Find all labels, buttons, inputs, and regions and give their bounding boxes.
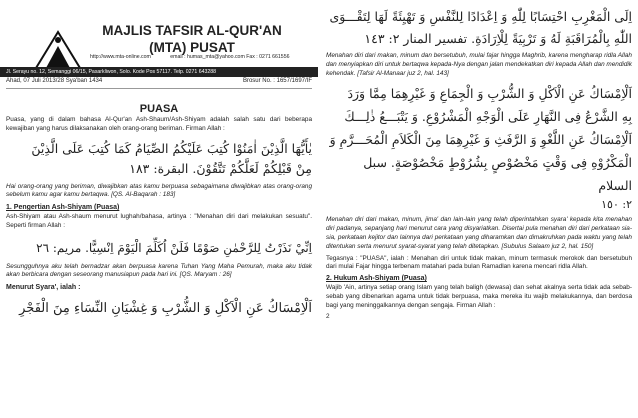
section-heading: PUASA [139,103,179,115]
address-bar: Jl. Serayu no. 12, Semanggi 06/15, Pasarkliwon, Solo. Kode Pos 57117. Telp. 0271 643288 [0,67,318,77]
arabic-def-2a: اَلْاِمْسَاكُ عَنِ الْاَكْلِ وَ الشُّرْبِ وَ الْجِمَاعِ وَ غَيْرِهِمَا مِمَّا وَرَدَ [347,86,632,102]
page-number: 2 [326,313,330,321]
arabic-verse-1b: مِنْ قَبْلِكُمْ لَعَلَّكُمْ تَتَّقُوْنَ. البقرة: ١٨٣ [129,160,312,176]
left-column [0,0,318,316]
left-body [6,116,312,321]
section-1-title: 1. Pengertian Ash-Shiyam (Puasa) [6,204,120,212]
intro-paragraph: Puasa, yang di dalam bahasa Al-Qur'an Ash-Shaum/Ash-Shiyam adalah salah satu dari beberapa kewajiban yang harus dilaksanakan oleh orang-orang beriman. Firman Allah : [6,116,312,132]
org-title-line1: MAJLIS TAFSIR AL-QUR'AN [102,23,282,38]
section-2-title: 2. Hukum Ash-Shiyam (Puasa) [326,275,427,283]
contact-line [90,54,320,60]
org-title-line2: (MTA) PUSAT [149,40,235,55]
verse-1-translation: Hai orang-orang yang beriman, diwajibkan atas kamu berpuasa sebagaimana diwajibkan atas orang-orang sebelum kamu agar kamu bertaqwa. [QS. Al-Baqarah : 183] [6,182,312,199]
header [0,0,318,132]
mta-logo-icon [34,28,82,72]
arabic-verse-2: اِنِّيْ نَذَرْتُ لِلرَّحْمٰنِ صَوْمًا فَلَنْ اُكَلِّمَ الْيَوْمَ اِنْسِيًّا. مريم: ٢٦ [36,240,312,255]
issue-date: Ahad, 07 Juli 2013/28 Sya'ban 1434 [6,78,103,84]
arabic-def-2d: الْمَكْرُوْهِ فِى وَقْتٍ مَخْصُوْصٍ بِشُرُوْطٍ مَخْصُوْصَةٍ. سبل السلام [363,155,632,194]
divider [6,88,312,89]
arabic-def-2b: بِهِ الشَّرْعُ فِى النَّهَارِ عَلَى الْوَجْهِ الْمَشْرُوْعِ. وَ يَتْبَـــعُ ذٰلِـــكَ [344,109,632,125]
arabic-def-2-ref: ٢: ١٥٠ [601,198,632,212]
arabic-def-2c: اَلْاِمْسَاكُ عَنِ اللَّغْوِ وَ الرَّفَثِ وَ غَيْرِهِمَا مِنَ الْكَلاَمِ الْمُحَـــرَّمِ وَ [329,132,632,148]
def-2-translation: Menahan diri dari makan, minum, jima' dan lain-lain yang telah diperintahkan syara' kepada kita menahan diri padanya, sepanjang hari menurut cara yang disyariatkan. Disertai pula menahan diri dari perkataan sia-sia, perkataan kejitor dan lainnya dari perkataan yang diharamkan dan dimakruhkan pada waktu yang telah ditentukan serta menurut syarat-syarat yang telah ditetapkan. [Subulus Salaam juz 2, hal. 150] [326,216,632,250]
syara-label: Menurut Syara', ialah : [6,284,81,292]
section-1-text: Ash-Shiyam atau Ash-shaum menurut lughah/bahasa, artinya : "Menahan diri dari melakukan sesuatu". Seperti firman Allah : [6,212,312,229]
section-2-text: Wajib 'Ain, artinya setiap orang Islam yang telah baligh (dewasa) dan sehat akalnya serta tidak ada sebab-sebab yang dibenarkan agama untuk tidak berpuasa, maka mereka itu wajib melakukannya, dan berdosa bagi yang meninggalkannya dengan sengaja. Firman Allah : [326,283,632,309]
tegasnya-paragraph: Tegasnya : "PUASA", ialah : Menahan diri untuk tidak makan, minum termasuk merokok dan bersetubuh dari mulai Fajar hingga terbenam matahari pada bulan Ramadlan karena mencari ridla Allah. [326,254,632,271]
right-body [326,6,632,322]
brosur-number: Brosur No. : 1657/1697/IF [242,78,312,84]
date-row [6,78,312,84]
def-1-translation: Menahan diri dari makan, minum dan bersetubuh, mulai fajar hingga Maghrib, karena mengharap ridla Allah dan menyiapkan diri untuk bertaqwa kepada-Nya dengan jalan mendekatkan diri kepada Allah dan mendidik kehendak. [Tafsir Al-Manaar juz 2, hal. 143] [326,52,633,77]
org-title [92,22,292,56]
arabic-def-1a: اِلَى الْمَغْرِبِ احْتِسَابًا لِلّٰهِ وَ اِعْدَادًا لِلنَّفْسِ وَ تَهْيِئَةً لَهَا لِتَقْـــوَى [329,9,632,24]
arabic-def-1b: اللّٰهِ بِالْمُرَاقَبَةِ لَهُ وَ تَرْبِيَةً لِلْاِرَادَةِ. تفسير المنار ٢: ١٤٣ [364,31,632,46]
verse-2-translation: Sesungguhnya aku telah bernadzar akan berpuasa karena Tuhan Yang Maha Pemurah, maka aku tidak akan berbicara dengan seseorang manusiapun pada hari ini. [QS. Maryam : 26] [6,262,312,279]
website-link[interactable]: http://www.mta-online.com [90,54,151,60]
arabic-verse-1a: يٰأَيُّهَا الَّذِيْنَ اٰمَنُوْا كُتِبَ عَلَيْكُمُ الصِّيَامُ كَمَا كُتِبَ عَلَى الَّذِيْنَ [31,140,312,156]
arabic-definition-1: اَلْاِمْسَاكُ عَنِ الْاَكْلِ وَ الشُّرْبِ وَ غِشْيَانِ النِّسَاءِ مِنَ الْفَجْرِ [19,300,312,316]
email-fax: email : humas_mta@yahoo.com Fax : 0271 661556 [170,54,290,60]
